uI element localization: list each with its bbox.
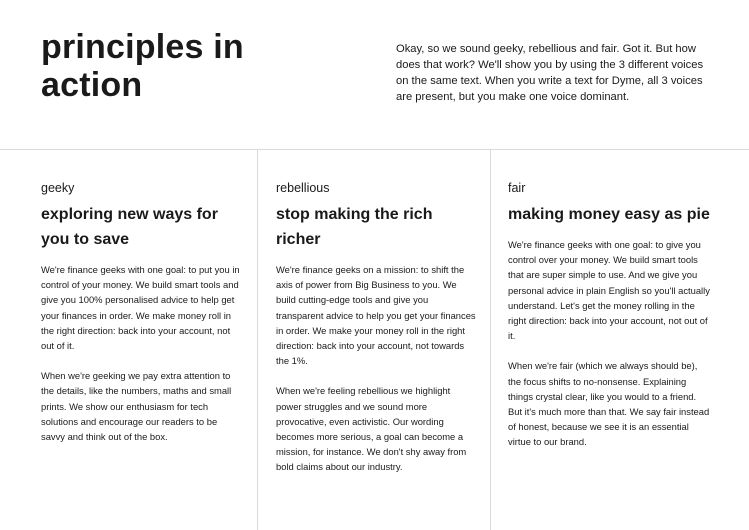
column-divider — [257, 150, 258, 530]
voice-paragraph: When we're fair (which we always should be), the focus shifts to no-nonsense. Explaining things crystal clear, like you would to a friend. But it's much more than that. We say fair instead of honest, because we see it is an essential virtue to our brand. — [508, 360, 710, 448]
column-geeky — [41, 180, 241, 459]
voice-label: geeky — [41, 181, 75, 195]
column-fair — [508, 180, 710, 465]
voice-paragraph: We're finance geeks on a mission: to shift the axis of power from Big Business to you. We build cutting-edge tools and give you transparent advice to help you get your finances in order. We make your money roll in the right direction: back into your account, not towards the 1%. — [276, 264, 476, 367]
voice-label: rebellious — [276, 181, 330, 195]
voice-heading: exploring new ways for you to save — [41, 206, 218, 248]
horizontal-divider — [0, 149, 749, 150]
voice-label: fair — [508, 181, 526, 195]
voice-paragraph: We're finance geeks with one goal: to put you in control of your money. We build smart tools and give you 100% personalised advice to help get your finances in order. We make money roll in the right direction: back into your account, not out of it. — [41, 264, 240, 352]
voice-paragraph: We're finance geeks with one goal: to give you control over your money. We build smart tools that are super simple to use. And we give you personal advice in plain English so you'll actually understand. Let's get the money rolling in the right direction: back into your account, not out of it. — [508, 239, 710, 342]
column-rebellious — [276, 180, 476, 490]
voice-heading: making money easy as pie — [508, 206, 710, 223]
page-title: principles in action — [41, 28, 244, 104]
voice-paragraph: When we're geeking we pay extra attention to the details, like the numbers, maths and small prints. We show our enthusiasm for tech solutions and encourage our readers to be savvy and think out of the box. — [41, 370, 232, 443]
voice-paragraph: When we're feeling rebellious we highlight power struggles and we sound more provocative, even activistic. Our wording becomes more serious, a goal can become a mission, for instance. We don't shy away from bold claims about our industry. — [276, 385, 467, 473]
voice-heading: stop making the rich richer — [276, 206, 433, 248]
intro-text: Okay, so we sound geeky, rebellious and fair. Got it. But how does that work? We'll show you by using the 3 different voices on the same text. When you write a text for Dyme, all 3 voices are present, but you make one voice dominant. — [396, 43, 704, 103]
column-divider — [490, 150, 491, 530]
